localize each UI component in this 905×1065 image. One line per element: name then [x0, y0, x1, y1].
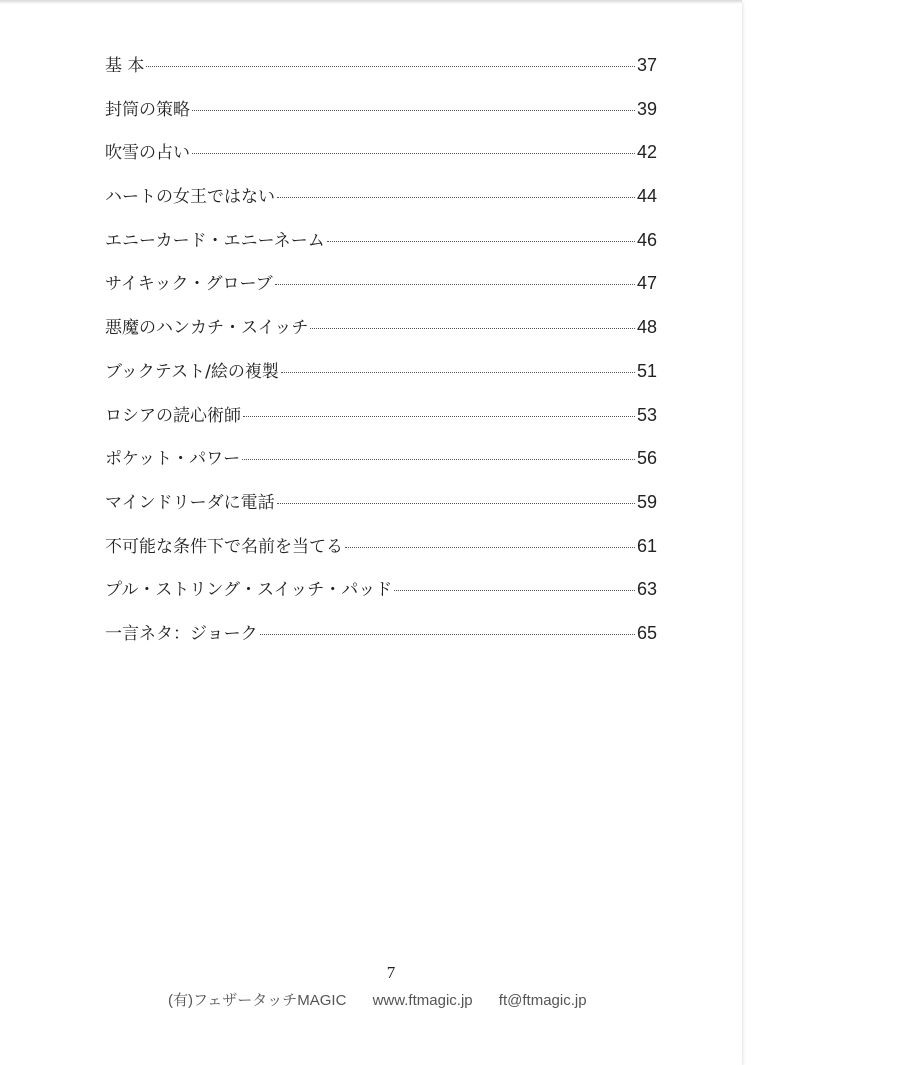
toc-entry: [105, 445, 657, 489]
toc-entry-page: 59: [636, 491, 657, 512]
toc-entry: [105, 270, 657, 314]
toc-entry-title: ハートの女王ではない: [105, 187, 275, 208]
toc-dot-leader: [281, 372, 635, 373]
toc-entry-title: ブックテスト/絵の複製: [105, 361, 279, 382]
toc-entry: [105, 489, 657, 533]
page-number: 7: [386, 963, 396, 982]
toc-entry-page: 39: [636, 98, 657, 119]
toc-entry-title: 基 本: [105, 56, 145, 76]
table-of-contents: [105, 52, 657, 664]
toc-entry: [105, 52, 657, 96]
toc-dot-leader: [275, 284, 635, 285]
toc-entry: [105, 96, 657, 140]
toc-entry: [105, 620, 657, 664]
toc-dot-leader: [146, 66, 635, 67]
toc-dot-leader: [394, 590, 635, 591]
toc-entry-page: 48: [636, 317, 657, 338]
toc-entry: [105, 227, 657, 271]
toc-entry-page: 53: [636, 404, 657, 425]
toc-entry-page: 56: [636, 448, 657, 469]
toc-entry: [105, 139, 657, 183]
toc-entry: [105, 314, 657, 358]
toc-dot-leader: [243, 416, 635, 417]
toc-entry-page: 46: [636, 229, 657, 250]
toc-dot-leader: [327, 241, 635, 242]
toc-entry-title: プル・ストリング・スイッチ・パッド: [105, 580, 393, 601]
toc-dot-leader: [310, 328, 635, 329]
page-footer: [168, 989, 587, 1010]
toc-entry-page: 44: [636, 186, 657, 207]
toc-entry-title: 一言ネタ：ジョーク: [105, 623, 258, 644]
toc-entry-title: ロシアの読心術師: [105, 405, 241, 426]
toc-entry-title: 封筒の策略: [105, 99, 190, 120]
footer-company: (有)フェザータッチMAGIC: [168, 992, 347, 1009]
toc-entry: [105, 402, 657, 446]
toc-entry-page: 63: [636, 579, 657, 600]
toc-entry-page: 61: [636, 535, 657, 556]
toc-entry-page: 47: [636, 273, 657, 294]
toc-entry: [105, 576, 657, 620]
toc-entry-title: サイキック・グローブ: [105, 274, 273, 295]
toc-entry: [105, 358, 657, 402]
toc-entry-title: エニーカード・エニーネーム: [105, 230, 325, 251]
toc-entry-title: 吹雪の占い: [105, 143, 190, 164]
toc-entry-page: 65: [636, 622, 657, 643]
footer-email: ft@ftmagic.jp: [498, 992, 587, 1009]
toc-dot-leader: [277, 197, 635, 198]
toc-entry-title: マインドリーダに電話: [105, 492, 275, 513]
toc-entry-page: 42: [636, 142, 657, 163]
toc-dot-leader: [345, 547, 635, 548]
toc-dot-leader: [277, 503, 635, 504]
page-top-shadow: [0, 0, 742, 4]
toc-entry: [105, 533, 657, 577]
toc-dot-leader: [242, 459, 635, 460]
footer-website: www.ftmagic.jp: [372, 992, 473, 1009]
toc-entry-page: 37: [636, 55, 657, 75]
toc-entry-page: 51: [636, 360, 657, 381]
toc-entry-title: 悪魔のハンカチ・スイッチ: [105, 318, 309, 339]
toc-dot-leader: [192, 153, 635, 154]
toc-entry-title: 不可能な条件下で名前を当てる: [105, 536, 343, 557]
toc-entry-title: ポケット・パワー: [105, 449, 241, 470]
toc-entry: [105, 183, 657, 227]
toc-dot-leader: [192, 110, 635, 111]
toc-dot-leader: [260, 634, 635, 635]
